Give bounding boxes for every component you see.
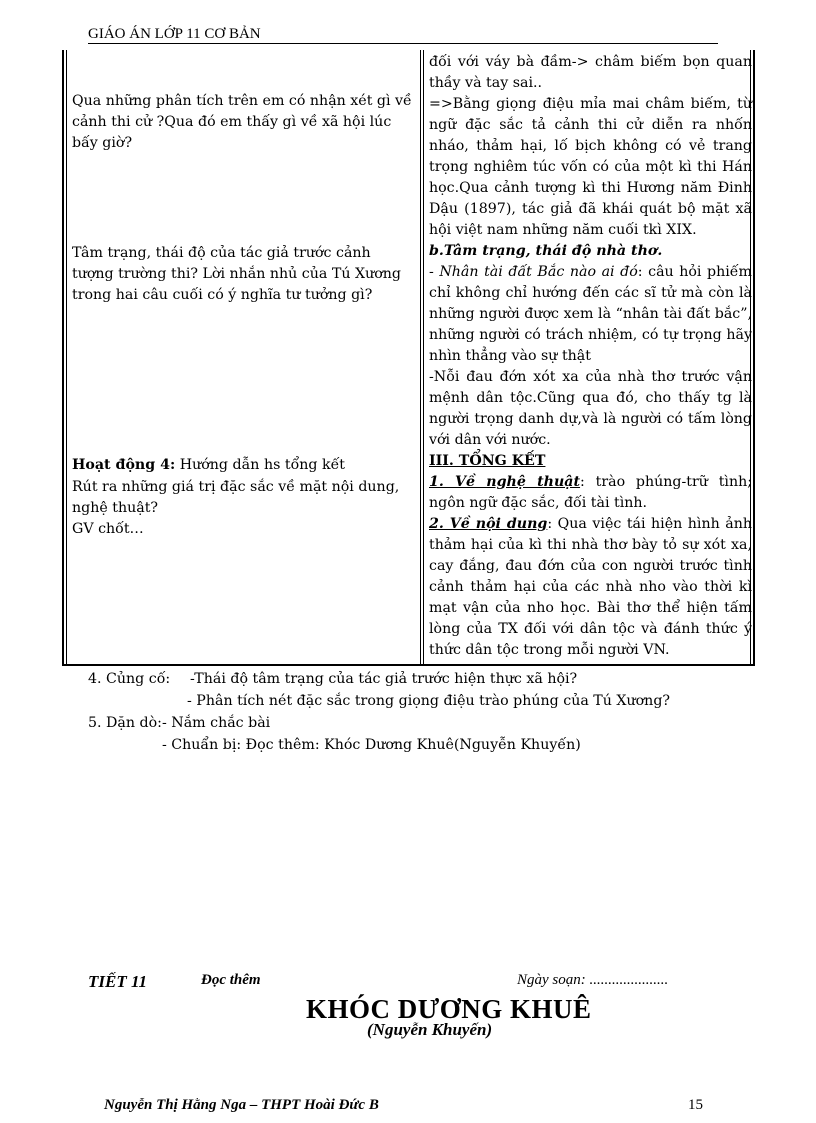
- consolidation-2: - Phân tích nét đặc sắc trong giọng điệu trào phúng của Tú Xương?: [187, 693, 671, 709]
- poem-quote: Nhân tài đất Bắc nào ai đó: [439, 264, 638, 280]
- answer-p1: đối với váy bà đầm-> châm biếm bọn quan thầy và tay sai..: [429, 54, 752, 91]
- activity-4-label: Hoạt động 4:: [72, 457, 176, 473]
- activity-4: [72, 455, 412, 476]
- dash: -: [429, 264, 440, 280]
- column-divider: [420, 50, 424, 664]
- lesson-number: TIẾT 11: [88, 972, 148, 991]
- homework-1: - Nắm chắc bài: [162, 715, 271, 731]
- section-b-body: : câu hỏi phiếm chỉ không chỉ hướng đến các sĩ tử mà còn là những người được xem là “nhân tài đất bắc”, những người có trách nhiệm, có tự trọng hãy nhìn thẳng vào sự thật: [429, 264, 752, 364]
- summary-art: [429, 472, 752, 514]
- footer-author: Nguyễn Thị Hằng Nga – THPT Hoài Đức B: [104, 1097, 379, 1113]
- table-border-left: [66, 50, 67, 664]
- section-b-2: -Nỗi đau đớn xót xa của nhà thơ trước vận mệnh dân tộc.Cũng qua đó, cho thấy tg là người trọng danh dự,và là người có tấm lòng với dân với nước.: [429, 369, 752, 448]
- section-b-text: [429, 262, 752, 367]
- section-b-heading: b.Tâm trạng, thái độ nhà thơ.: [429, 243, 663, 259]
- teacher-conclusion: GV chốt…: [72, 521, 144, 537]
- homework-label: 5. Dặn dò:: [88, 715, 162, 731]
- prepared-date: Ngày soạn: .....................: [517, 972, 669, 988]
- art-label: 1. Về nghệ thuật: [429, 474, 581, 490]
- question-summary: Rút ra những giá trị đặc sắc về mặt nội dung, nghệ thuật?: [72, 479, 400, 516]
- answer-p2: =>Bằng giọng điệu mỉa mai châm biếm, từ ngữ đặc sắc tả cảnh thi cử diễn ra nhốn nháo, thảm hại, lố bịch không có vẻ trang trọng nghiêm túc vốn có của một kì thi Hán học.Qua cảnh tượng kì thi Hương năm Đinh Dậu (1897), tác giả đã khái quát bộ mặt xã hội việt nam những năm cuối tkì XIX.: [429, 96, 752, 238]
- content-text: : Qua việc tái hiện hình ảnh thảm hại của kì thi nhà thơ bày tỏ sự xót xa, cay đắng, đau đớn của con người trước tình cảnh thảm hại của các nhà nho vào thời kì mạt vận của nho học. Bài thơ thể hiện tấm lòng của TX đối với dân tộc và đánh thức ý thức dân tộc trong mỗi người VN.: [429, 516, 752, 658]
- question-exam-scene: Qua những phân tích trên em có nhận xét gì về cảnh thi cử ?Qua đó em thấy gì về xã hội lúc bấy giờ?: [72, 93, 412, 151]
- content-label: 2. Về nội dung: [429, 516, 548, 532]
- consolidation-label: 4. Củng cố:: [88, 671, 171, 687]
- consolidation-1: -Thái độ tâm trạng của tác giả trước hiện thực xã hội?: [190, 671, 578, 687]
- header-rule: [88, 43, 718, 44]
- lesson-table: [62, 50, 755, 666]
- lesson-title: KHÓC DƯƠNG KHUÊ: [306, 994, 592, 1024]
- art-text: : trào phúng-trữ tình; ngôn ngữ đặc sắc, đối tài tình.: [429, 474, 752, 511]
- page-number: 15: [688, 1097, 703, 1113]
- lesson-type: Đọc thêm: [201, 972, 261, 988]
- question-author-attitude: Tâm trạng, thái độ của tác giả trước cảnh tượng trường thi? Lời nhắn nhủ của Tú Xương trong hai câu cuối có ý nghĩa tư tưởng gì?: [72, 245, 401, 303]
- summary-heading: III. TỔNG KẾT: [429, 453, 546, 469]
- summary-content: [429, 514, 752, 661]
- page-header: GIÁO ÁN LỚP 11 CƠ BẢN: [88, 26, 261, 42]
- activity-4-text: Hướng dẫn hs tổng kết: [175, 457, 346, 473]
- lesson-author: (Nguyễn Khuyến): [367, 1020, 493, 1039]
- homework-2: - Chuẩn bị: Đọc thêm: Khóc Dương Khuê(Nguyễn Khuyến): [162, 737, 581, 753]
- answer-column: [429, 52, 752, 661]
